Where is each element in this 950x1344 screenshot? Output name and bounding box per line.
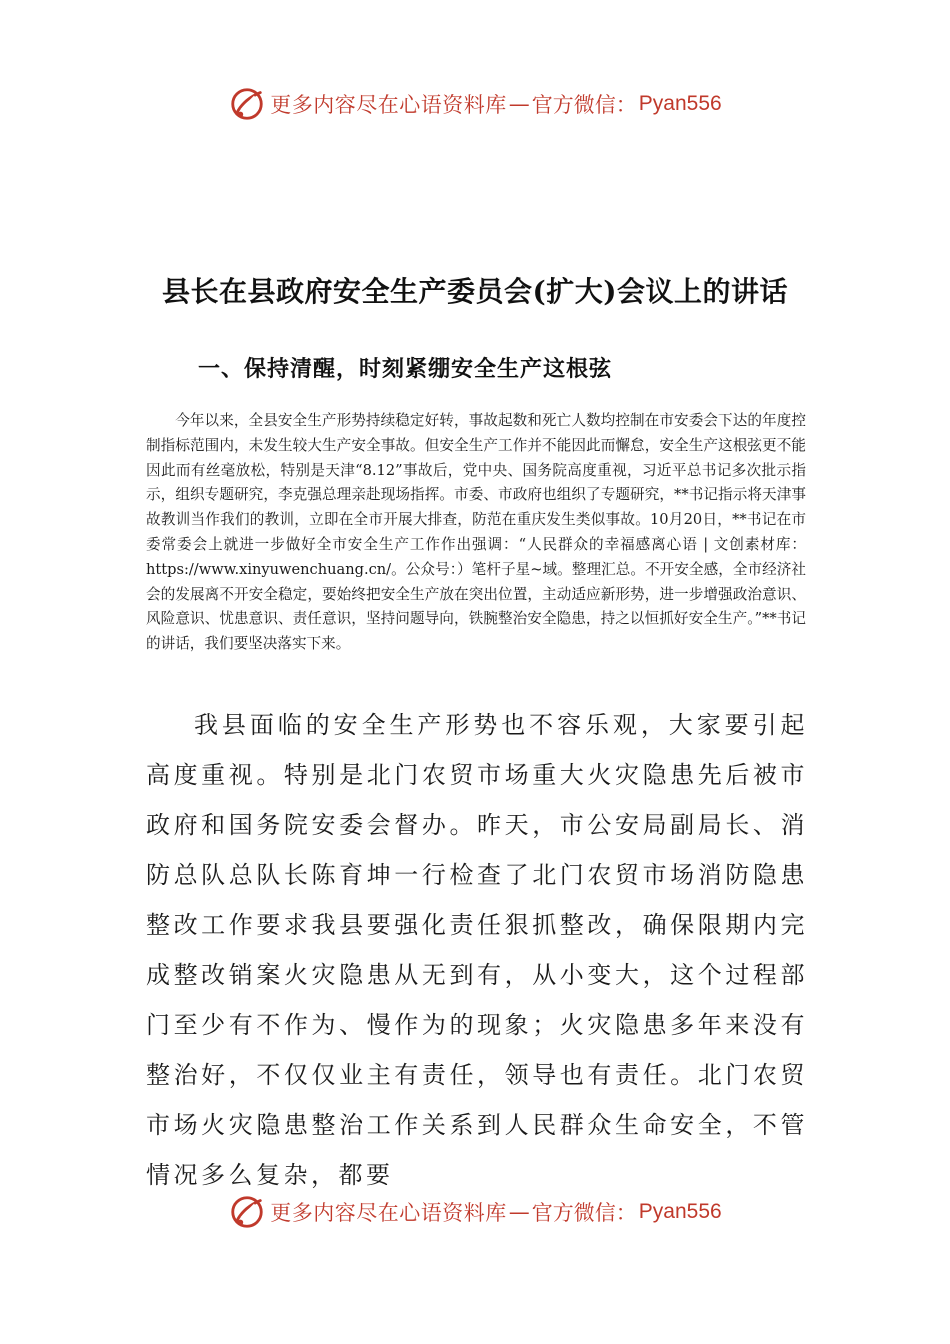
footer-banner: [0, 1190, 950, 1234]
paragraph-large: 我县面临的安全生产形势也不容乐观，大家要引起高度重视。特别是北门农贸市场重大火灾隐患先后被市政府和国务院安委会督办。昨天，市公安局副局长、消防总队总队长陈育坤一行检查了北门农贸市场消防隐患整改工作要求我县要强化责任狠抓整改，确保限期内完成整改销案火灾隐患从无到有，从小变大，这个过程部门至少有不作为、慢作为的现象；火灾隐患多年来没有整治好，不仅仅业主有责任，领导也有责任。北门农贸市场火灾隐患整治工作关系到人民群众生命安全，不管情况多么复杂，都要: [146, 711, 808, 1189]
section-heading: 一、保持清醒，时刻紧绷安全生产这根弦: [198, 357, 613, 382]
logo-icon: [228, 85, 266, 123]
banner-separator: —: [508, 92, 530, 116]
banner-wechat-id: Pyan556: [638, 1200, 722, 1223]
document-title: 县长在县政府安全生产委员会(扩大)会议上的讲话: [162, 275, 788, 308]
banner-wechat-label: 官方微信：: [531, 93, 637, 117]
paragraph-small: 今年以来，全县安全生产形势持续稳定好转，事故起数和死亡人数均控制在市安委会下达的年度控制指标范围内，未发生较大生产安全事故。但安全生产工作并不能因此而懈怠，安全生产这根弦更不能因此而有丝毫放松，特别是天津“8.12”事故后，党中央、国务院高度重视，习近平总书记多次批示指示，组织专题研究，李克强总理亲赴现场指挥。市委、市政府也组织了专题研究，**书记指示将天津事故教训当作我们的教训，立即在全市开展大排查，防范在重庆发生类似事故。10月20日，**书记在市委常委会上就进一步做好全市安全生产工作作出强调：“人民群众的幸福感离心语 | 文创素材库：https://www.xinyuwenchuang.cn/。公众号：）笔杆子星~域。整理汇总。不开安全感，全市经济社会的发展离不开安全稳定，要始终把安全生产放在突出位置，主动适应新形势，进一步增强政治意识、风险意识、忧患意识、责任意识，坚持问题导向，铁腕整治安全隐患，持之以恒抓好安全生产。”**书记的讲话，我们要坚决落实下来。: [146, 412, 806, 653]
header-banner: [0, 82, 950, 126]
banner-wechat-id: Pyan556: [638, 92, 722, 115]
logo-icon: [228, 1193, 266, 1231]
banner-slogan: 更多内容尽在心语资料库: [270, 1201, 507, 1225]
banner-slogan: 更多内容尽在心语资料库: [270, 93, 507, 117]
banner-wechat-label: 官方微信：: [531, 1201, 637, 1225]
banner-separator: —: [508, 1200, 530, 1224]
